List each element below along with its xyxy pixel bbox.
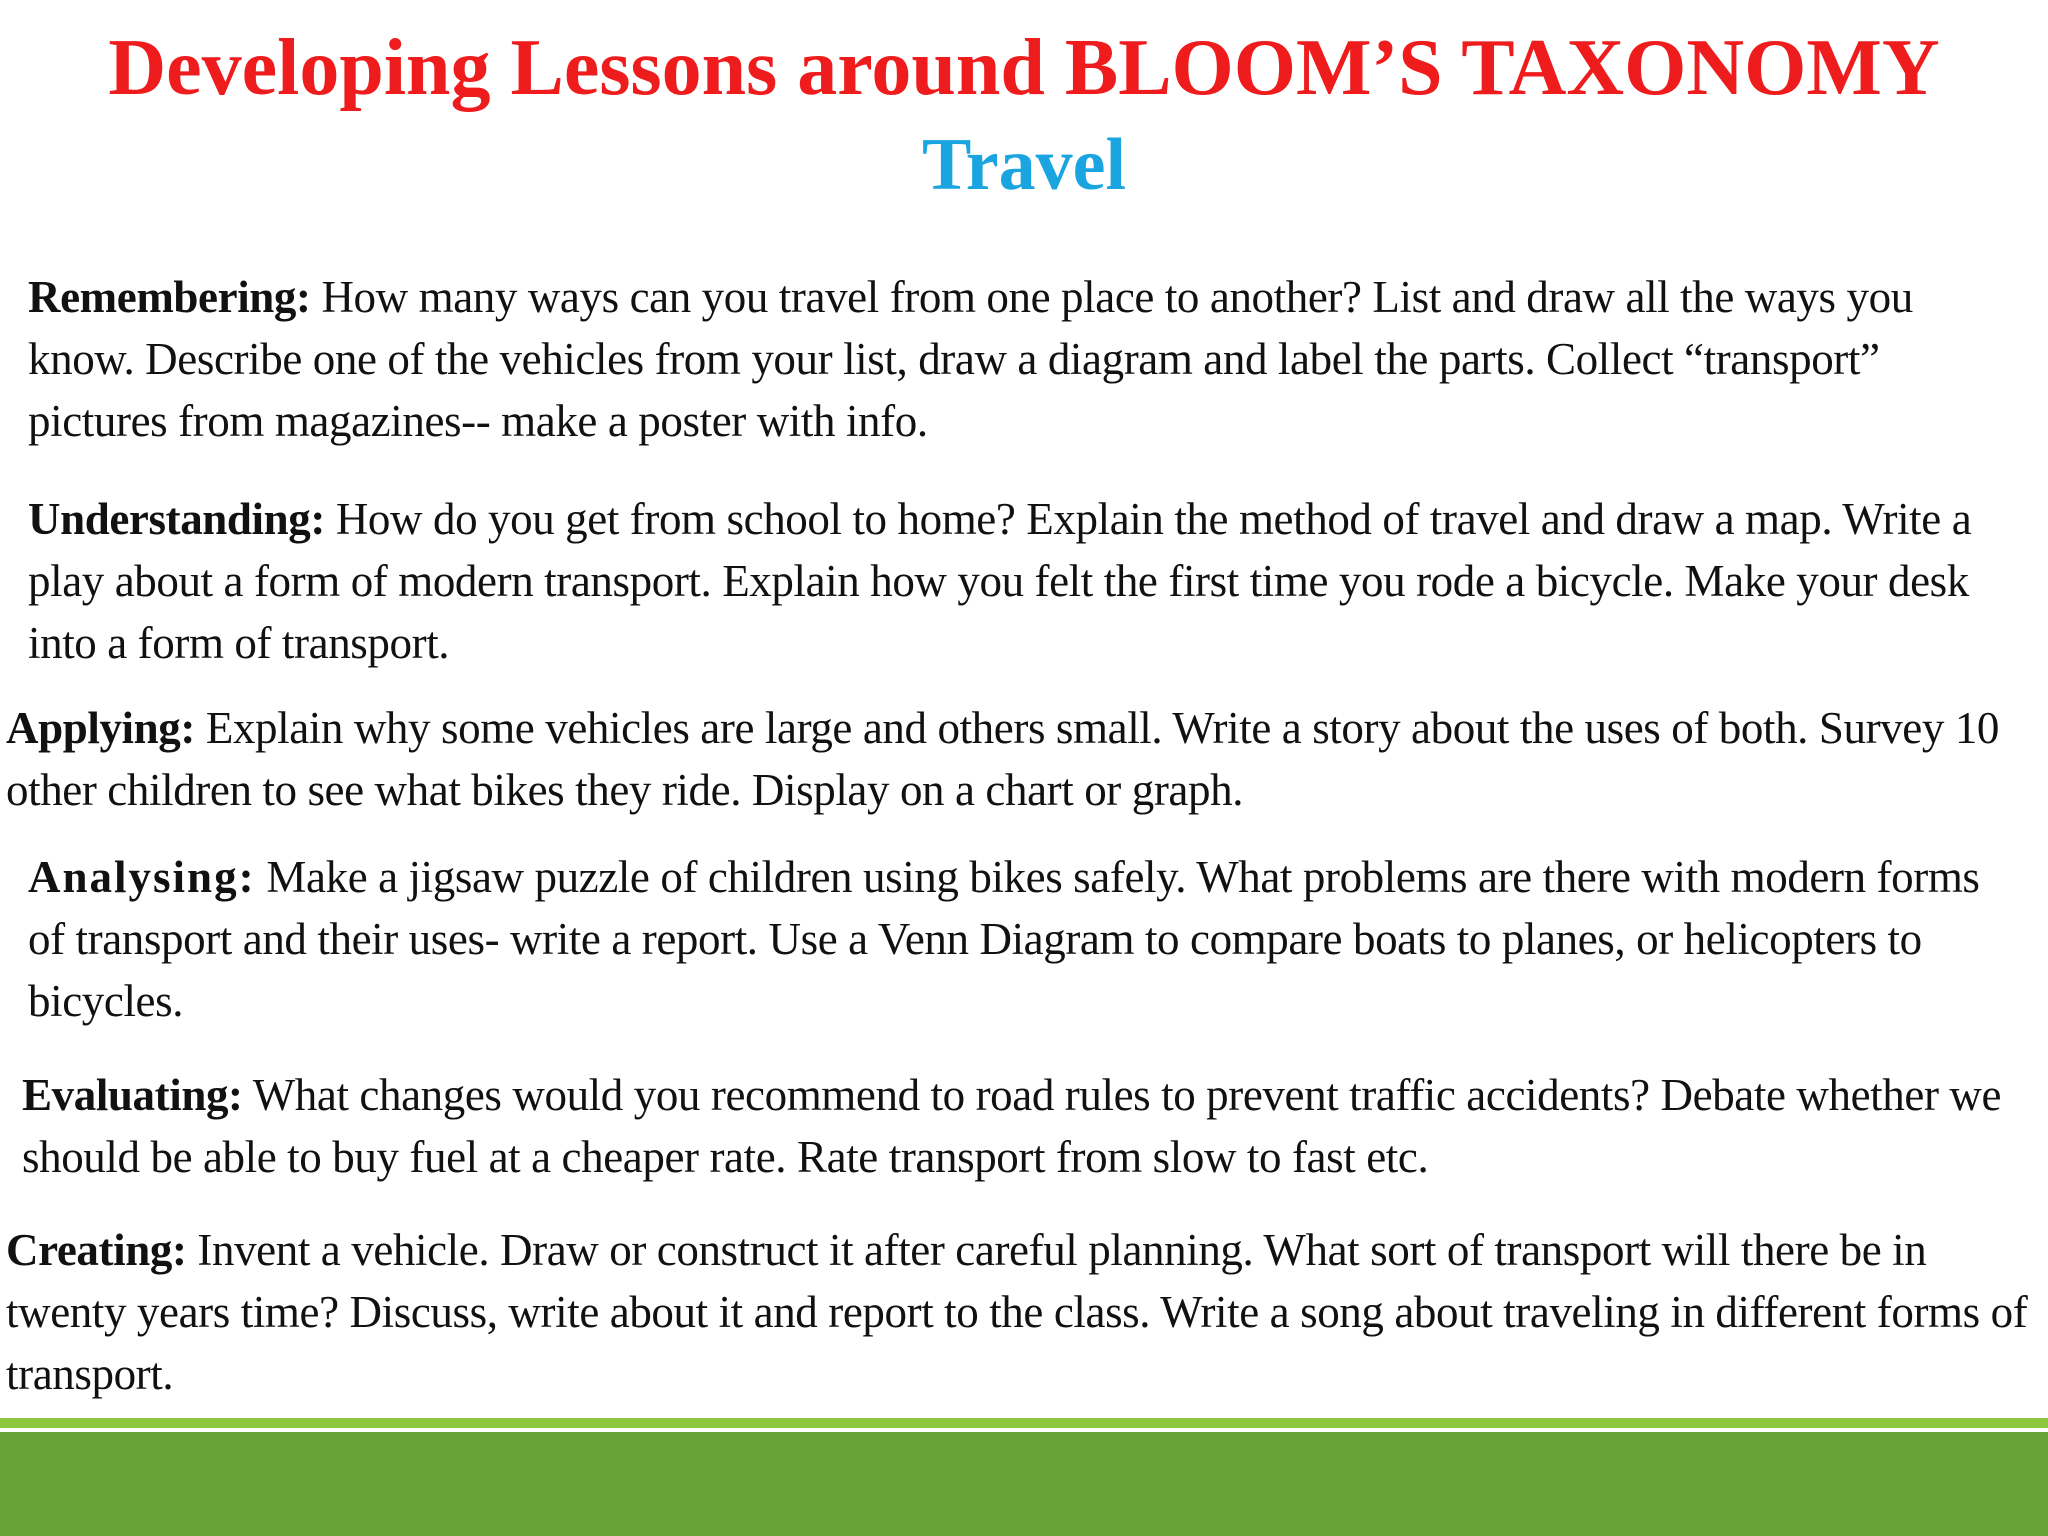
section-evaluating [22,1064,2018,1188]
section-text-remembering: How many ways can you travel from one place to another? List and draw all the ways you know. Describe one of the vehicles from your list, draw a diagram and label the parts. Collect “transport” pictures from magazines-- make a poster with info. [28,272,1913,446]
section-label-analysing: Analysing: [28,852,256,902]
section-text-understanding: How do you get from school to home? Explain the method of travel and draw a map. Write a play about a form of modern transport. Explain how you felt the first time you rode a bicycle. Make your desk into a form of transport. [28,494,1972,668]
section-label-remembering: Remembering: [28,272,311,322]
section-understanding [28,488,2018,674]
section-label-applying: Applying: [6,703,195,753]
footer-bar [0,1432,2048,1536]
slide-title: Developing Lessons around BLOOM’S TAXONOMY [108,24,1940,112]
section-text-applying: Explain why some vehicles are large and others small. Write a story about the uses of both. Survey 10 other children to see what bikes they ride. Display on a chart or graph. [6,703,2000,815]
section-label-understanding: Understanding: [28,494,325,544]
section-analysing [28,846,2018,1032]
section-text-analysing: Make a jigsaw puzzle of children using bikes safely. What problems are there with modern forms of transport and their uses- write a report. Use a Venn Diagram to compare boats to planes, or helicopters to bicycles. [28,852,1980,1026]
slide-subtitle: Travel [921,124,1127,206]
section-text-evaluating: What changes would you recommend to road rules to prevent traffic accidents? Debate whether we should be able to buy fuel at a cheaper rate. Rate transport from slow to fast etc. [22,1070,2002,1182]
section-creating [6,1219,2042,1405]
section-label-creating: Creating: [6,1225,187,1275]
section-applying [6,697,2042,821]
section-remembering [28,266,2018,452]
section-text-creating: Invent a vehicle. Draw or construct it after careful planning. What sort of transport will there be in twenty years time? Discuss, write about it and report to the class. Write a song about traveling in different forms of transport. [6,1225,2028,1399]
footer-accent-line [0,1418,2048,1428]
section-label-evaluating: Evaluating: [22,1070,243,1120]
